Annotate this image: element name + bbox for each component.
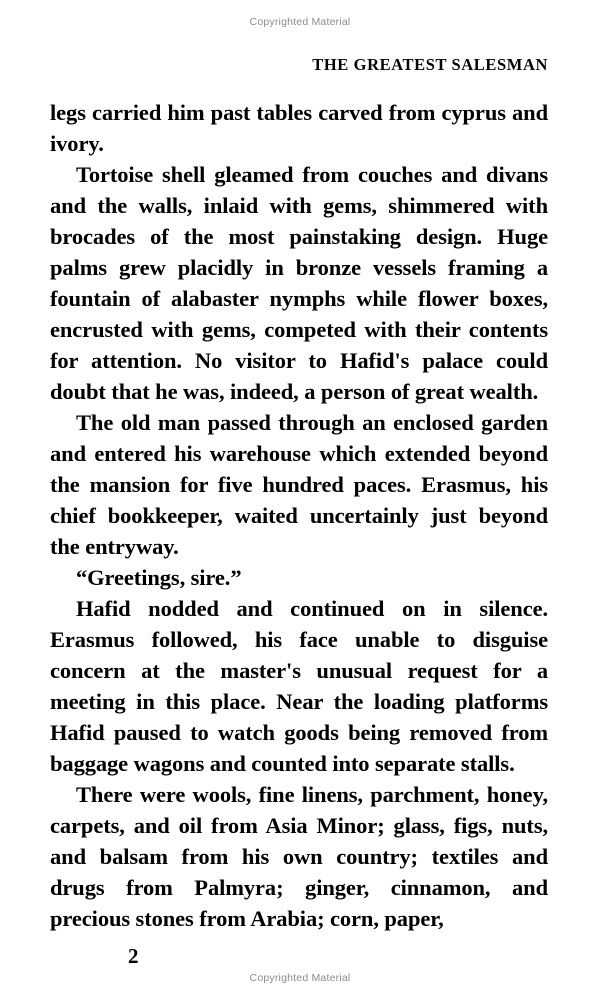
paragraph-5: Hafid nodded and continued on in silence. Erasmus followed, his face unable to disguise concern at the master's unusual request for a meeting in this place. Near the loading platforms Hafid paused to watch goods being removed from baggage wagons and counted into separate stalls. [50, 596, 548, 776]
paragraph-6: There were wools, fine linens, parchment, honey, carpets, and oil from Asia Minor; glass, figs, nuts, and balsam from his own country; textiles and drugs from Palmyra; ginger, cinnamon, and precious stones from Arabia; corn, paper, [50, 782, 548, 931]
paragraph-1: legs carried him past tables carved from cyprus and ivory. [50, 100, 548, 156]
watermark-top: Copyrighted Material [249, 16, 351, 28]
book-page [50, 55, 548, 969]
paragraph-2: Tortoise shell gleamed from couches and divans and the walls, inlaid with gems, shimmered with brocades of the most painstaking design. Huge palms grew placidly in bronze vessels framing a fountain of alabaster nymphs while flower boxes, encrusted with gems, competed with their contents for attention. No visitor to Hafid's palace could doubt that he was, indeed, a person of great wealth. [50, 162, 548, 404]
page-number: 2 [128, 944, 139, 968]
running-head: THE GREATEST SALESMAN [312, 55, 548, 74]
watermark-bottom: Copyrighted Material [249, 972, 351, 984]
paragraph-4: “Greetings, sire.” [76, 565, 242, 590]
paragraph-3: The old man passed through an enclosed garden and entered his warehouse which extended beyond the mansion for five hundred paces. Erasmus, his chief bookkeeper, waited uncertainly just beyond the entryway. [50, 410, 548, 559]
